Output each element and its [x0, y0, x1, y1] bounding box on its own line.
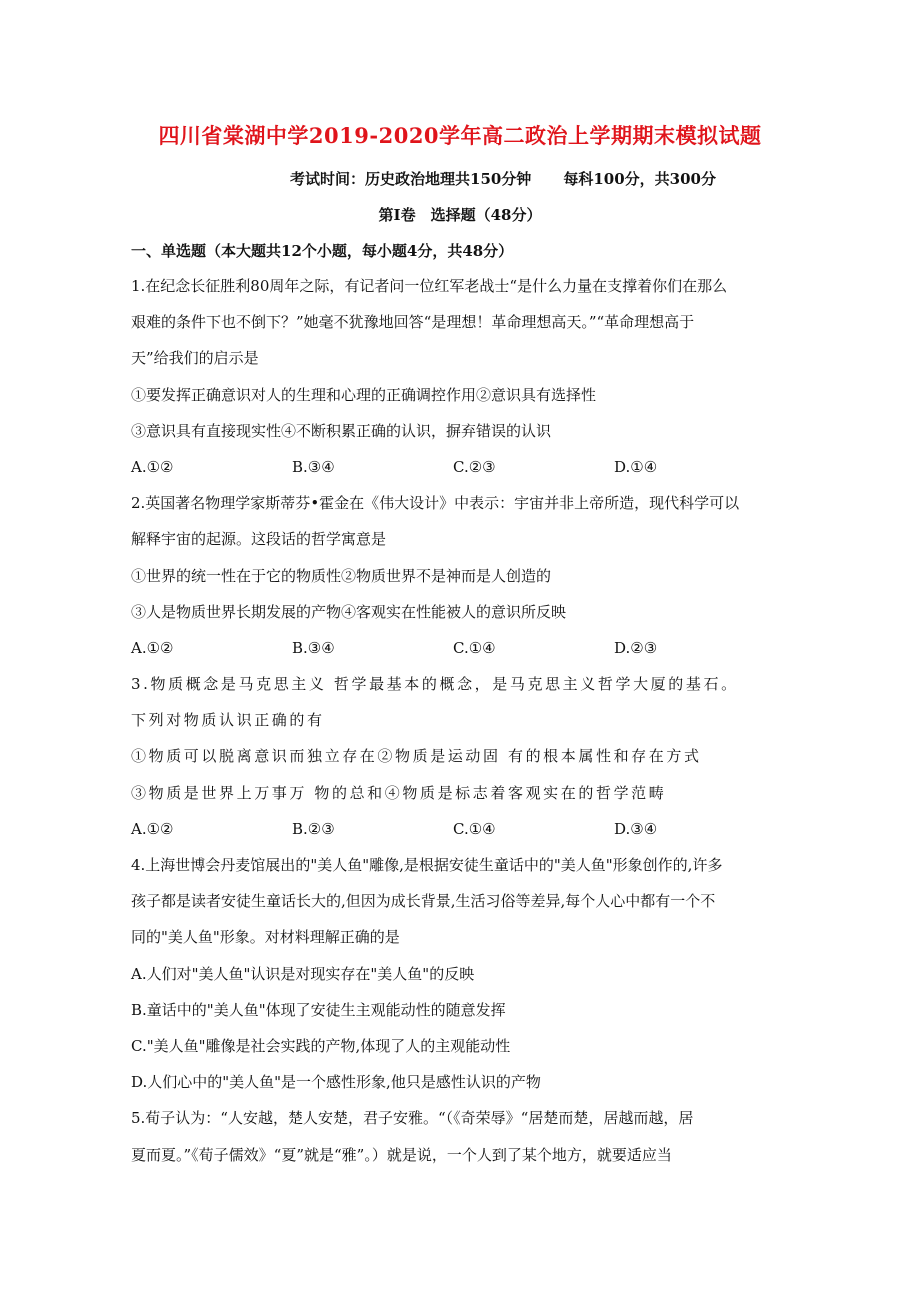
question-4-stem: 孩子都是读者安徒生童话长大的,但因为成长背景,生活习俗等差异,每个人心中都有一个不: [131, 892, 716, 911]
question-1-stem: 天”给我们的启示是: [131, 349, 259, 368]
option-b: B.③④: [292, 638, 335, 657]
question-2-statement: ①世界的统一性在于它的物质性②物质世界不是神而是人创造的: [131, 566, 552, 585]
option-d: D.②③: [614, 638, 658, 657]
option-b: B.②③: [292, 819, 335, 838]
question-4-stem: 4.上海世博会丹麦馆展出的"美人鱼"雕像,是根据安徒生童话中的"美人鱼"形象创作的,许多: [131, 856, 723, 874]
question-3-statement: ①物质可以脱离意识而独立存在②物质是运动固 有的根本属性和存在方式: [131, 747, 702, 766]
question-4-option-a: A.人们对"美人鱼"认识是对现实存在"美人鱼"的反映: [131, 964, 475, 983]
question-1-statement: ①要发挥正确意识对人的生理和心理的正确调控作用②意识具有选择性: [131, 385, 597, 404]
exam-time: 考试时间：历史政治地理共150分钟: [290, 170, 532, 188]
option-d: D.①④: [614, 457, 658, 476]
option-a: A.①②: [131, 457, 174, 476]
option-a: A.①②: [131, 819, 174, 838]
option-c: C.②③: [453, 457, 496, 476]
question-3-stem: 3.物质概念是马克思主义 哲学最基本的概念，是马克思主义哲学大厦的基石。: [131, 675, 739, 694]
option-c: C.①④: [453, 638, 496, 657]
option-c: C.①④: [453, 819, 496, 838]
question-4-option-d: D.人们心中的"美人鱼"是一个感性形象,他只是感性认识的产物: [131, 1073, 541, 1092]
exam-info: [290, 168, 716, 189]
question-4-option-c: C."美人鱼"雕像是社会实践的产物,体现了人的主观能动性: [131, 1036, 511, 1055]
question-2-statement: ③人是物质世界长期发展的产物④客观实在性能被人的意识所反映: [131, 602, 567, 621]
question-1-stem: 1.在纪念长征胜利80周年之际，有记者问一位红军老战士“是什么力量在支撑着你们在那么: [131, 277, 728, 295]
question-2-stem: 2.英国著名物理学家斯蒂芬•霍金在《伟大设计》中表示：宇宙并非上帝所造，现代科学可以: [131, 494, 740, 513]
option-b: B.③④: [292, 457, 335, 476]
part-title: 一、单选题（本大题共12个小题，每小题4分，共48分）: [131, 242, 514, 260]
question-list: [131, 268, 791, 1173]
question-1-stem: 艰难的条件下也不倒下？”她毫不犹豫地回答“是理想！革命理想高天。”“革命理想高于: [131, 313, 695, 332]
option-a: A.①②: [131, 638, 174, 657]
question-3-stem: 下列对物质认识正确的有: [131, 711, 325, 730]
question-5-stem: 5.荀子认为：“人安越，楚人安楚，君子安雅。“（《奇荣辱》“居楚而楚，居越而越，居: [131, 1109, 694, 1128]
exam-score: 每科100分，共300分: [563, 170, 716, 188]
question-3-options: [131, 811, 791, 847]
question-1-statement: ③意识具有直接现实性④不断积累正确的认识，摒弃错误的认识: [131, 421, 552, 440]
option-d: D.③④: [614, 819, 658, 838]
section-title: 第Ⅰ卷 选择题（48分）: [378, 206, 542, 224]
question-4-stem: 同的"美人鱼"形象。对材料理解正确的是: [131, 928, 400, 947]
question-1-options: [131, 449, 791, 485]
question-3-statement: ③物质是世界上万事万 物的总和④物质是标志着客观实在的哲学范畴: [131, 783, 667, 802]
question-2-stem: 解释宇宙的起源。这段话的哲学寓意是: [131, 530, 387, 549]
page-title: 四川省棠湖中学2019-2020学年高二政治上学期期末模拟试题: [158, 123, 762, 148]
question-5-stem: 夏而夏。”《荀子儒效》“夏”就是“雅”。）就是说，一个人到了某个地方，就要适应当: [131, 1145, 672, 1164]
question-4-option-b: B.童话中的"美人鱼"体现了安徒生主观能动性的随意发挥: [131, 1000, 506, 1019]
question-2-options: [131, 630, 791, 666]
